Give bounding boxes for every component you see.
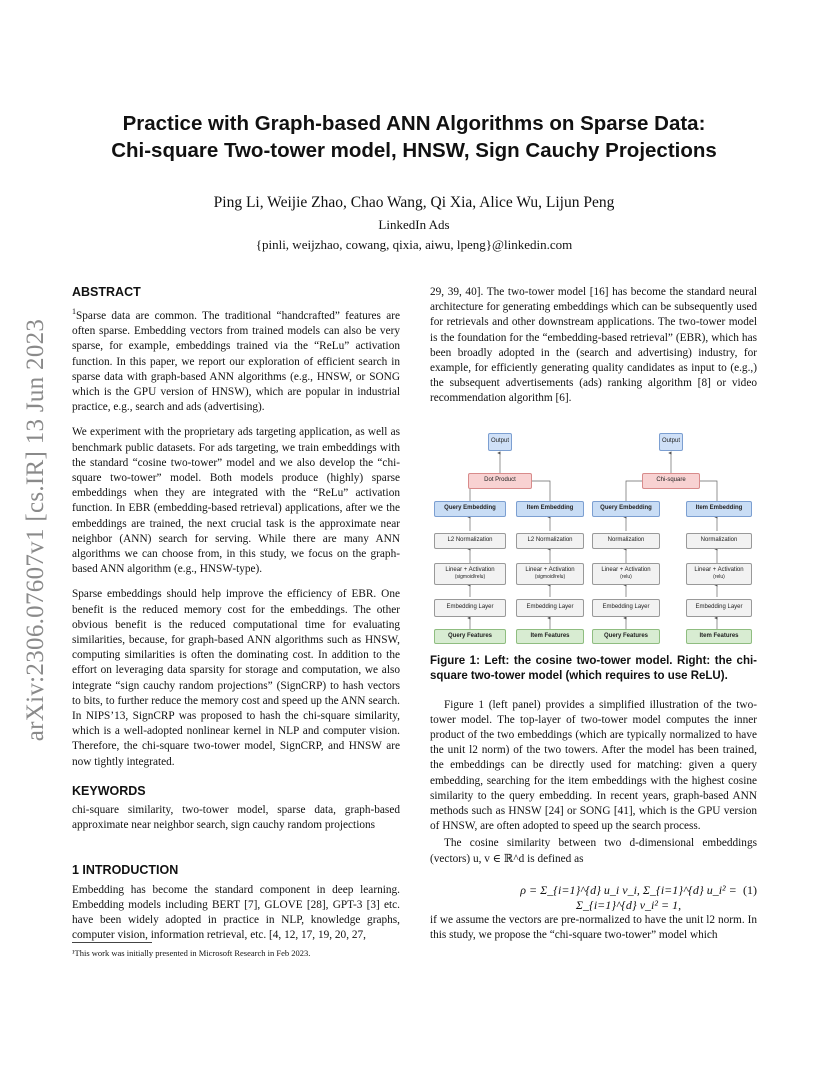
abstract-p2: We experiment with the proprietary ads targeting application, as well as benchmark public datasets. For ads targeting, we train embeddings with the standard “cosine two-tower” model and we also develop the “chi-square two-tower” model. Both models produce (highly) sparse embeddings when they are integrated with the “ReLu” activation function. In EBR (embedding-based retrieval) applications, after we the embeddings are trained, the next crucial task is the approximate near neighbor (ANN) search for serving. While there are many ANN algorithms we can choose from, in this study, we focus on the graph-based ANN algorithm (e.g., HNSW-type). bbox=[72, 426, 400, 576]
right-query-linear: Linear + Activation (relu) bbox=[592, 563, 660, 585]
title-line-2: Chi-square Two-tower model, HNSW, Sign Cauchy Projections bbox=[111, 139, 717, 162]
figure-1 bbox=[430, 419, 757, 644]
left-output-box: Output bbox=[488, 433, 512, 451]
left-item-norm: L2 Normalization bbox=[516, 533, 584, 549]
abstract-heading: ABSTRACT bbox=[72, 285, 141, 299]
equation-expression: ρ = Σ_{i=1}^{d} u_i v_i, Σ_{i=1}^{d} u_i² = Σ_{i=1}^{d} v_i² = 1, bbox=[520, 882, 737, 913]
footnote-mark: 1 bbox=[72, 307, 76, 317]
affiliation: LinkedIn Ads bbox=[378, 217, 450, 232]
left-query-norm: L2 Normalization bbox=[434, 533, 506, 549]
left-query-embedding: Query Embedding bbox=[434, 501, 506, 517]
figure-caption: Figure 1: Left: the cosine two-tower model. Right: the chi-square two-tower model (which requires to use ReLU). bbox=[430, 654, 757, 682]
right-query-norm: Normalization bbox=[592, 533, 660, 549]
left-item-embedding: Item Embedding bbox=[516, 501, 584, 517]
left-item-linear: Linear + Activation (sigmoid/relu) bbox=[516, 563, 584, 585]
left-query-features: Query Features bbox=[434, 629, 506, 644]
footnote: ¹This work was initially presented in Microsoft Research in Feb 2023. bbox=[72, 948, 311, 958]
left-item-features: Item Features bbox=[516, 629, 584, 644]
right-query-features: Query Features bbox=[592, 629, 660, 644]
intro-heading: 1 INTRODUCTION bbox=[72, 863, 179, 878]
right-query-embedding: Query Embedding bbox=[592, 501, 660, 517]
right-item-emb-layer: Embedding Layer bbox=[686, 599, 752, 617]
right-p3: The cosine similarity between two d-dimensional embeddings (vectors) u, v ∈ ℝ^d is defined as bbox=[430, 837, 757, 865]
paper-title bbox=[60, 110, 768, 164]
right-query-emb-layer: Embedding Layer bbox=[592, 599, 660, 617]
right-p4: if we assume the vectors are pre-normalized to have the unit l2 norm. In this study, we propose the “chi-square two-tower” model which bbox=[430, 913, 757, 942]
keywords-heading: KEYWORDS bbox=[72, 783, 146, 798]
right-p2: Figure 1 (left panel) provides a simplified illustration of the two-tower model. The top-layer of two-tower model computes the inner product of the two embeddings (which are typically normalized to have the unit l2 norm) of the two towers. After the model has been trained, the embeddings can be directly used for matching: given a query embedding, searching for the item embeddings with the highest cosine similarity to the query embedding. In recent years, graph-based ANN methods such as HNSW [24] or SONG [41], which is the GPU version of HNSW, are often adopted to speed up the search process. bbox=[430, 698, 757, 833]
left-item-emb-layer: Embedding Layer bbox=[516, 599, 584, 617]
footnote-rule bbox=[72, 942, 152, 943]
left-column bbox=[72, 285, 400, 953]
right-item-linear: Linear + Activation (relu) bbox=[686, 563, 752, 585]
arxiv-stamp: arXiv:2306.07607v1 [cs.IR] 13 Jun 2023 bbox=[22, 318, 49, 742]
right-item-features: Item Features bbox=[686, 629, 752, 644]
title-line-1: Practice with Graph-based ANN Algorithms on Sparse Data: bbox=[122, 112, 706, 135]
left-query-linear: Linear + Activation (sigmoid/relu) bbox=[434, 563, 506, 585]
right-item-norm: Normalization bbox=[686, 533, 752, 549]
left-dot-product-box: Dot Product bbox=[468, 473, 532, 489]
right-chi-square-box: Chi-square bbox=[642, 473, 700, 489]
left-query-emb-layer: Embedding Layer bbox=[434, 599, 506, 617]
intro-p1: Embedding has become the standard component in deep learning. Embedding models including BERT [7], GLOVE [28], GPT-3 [3] etc. have been widely adopted in practice in NLP, knowledge graphs, computer vision, information retrieval, etc. [4, 12, 17, 19, 20, 27, bbox=[72, 883, 400, 942]
equation-number: (1) bbox=[743, 882, 757, 897]
right-p1: 29, 39, 40]. The two-tower model [16] has become the standard neural architecture for generating embeddings which can be subsequently used for retrievals and other downstream applications. The two-tower model is the foundation for the “embedding-based retrieval” (EBR), which has been broadly adopted in the (search and advertising) industry, for example, for efficiently generating quality candidates as input to (e.g.,) the subsequent advertisements (ads) ranking algorithm [8] or video recommendation algorithm [6]. bbox=[430, 286, 757, 405]
emails: {pinli, weijzhao, cowang, qixia, aiwu, lpeng}@linkedin.com bbox=[255, 237, 573, 252]
abstract-p1: $^1$Sparse data are common. The traditional “handcrafted” features are often sparse. Embedding vectors from trained models can also be very sparse, for example, embeddings trained via the “ReLu” activation function. In this paper, we report our exploration of efficient search in sparse data with graph-based ANN algorithms (e.g., HNSW, or SONG which is the GPU version of HNSW), which are popular in industrial practice, e.g., search and ads (advertising). bbox=[72, 307, 400, 414]
right-column bbox=[430, 285, 757, 953]
equation-1 bbox=[430, 875, 757, 913]
right-item-embedding: Item Embedding bbox=[686, 501, 752, 517]
right-output-box: Output bbox=[659, 433, 683, 451]
keywords-text: chi-square similarity, two-tower model, sparse data, graph-based approximate near neighbor search, sign cauchy random projections bbox=[72, 804, 400, 832]
abstract-p3: Sparse embeddings should help improve the efficiency of EBR. One benefit is the reduced memory cost for the embeddings. The other obvious benefit is the reduced computational time for evaluating similarities, because, for graph-based ANN algorithms such as HNSW, computing similarities is often the dominating cost. In addition to the effort on leveraging data sparsity for storage and computation, we also integrate “sign cauchy random projections” (SignCRP) to hash vectors to bits, to further reduce the memory cost and speed up the ANN search. In NIPS’13, SignCRP was proposed to hash the chi-square similarity, which is a well-adopted nonlinear kernel in NLP and computer vision. Therefore, the chi-square two-tower model, SignCRP, and HNSW are now tightly integrated. bbox=[72, 588, 400, 768]
authors: Ping Li, Weijie Zhao, Chao Wang, Qi Xia, Alice Wu, Lijun Peng bbox=[213, 194, 615, 211]
